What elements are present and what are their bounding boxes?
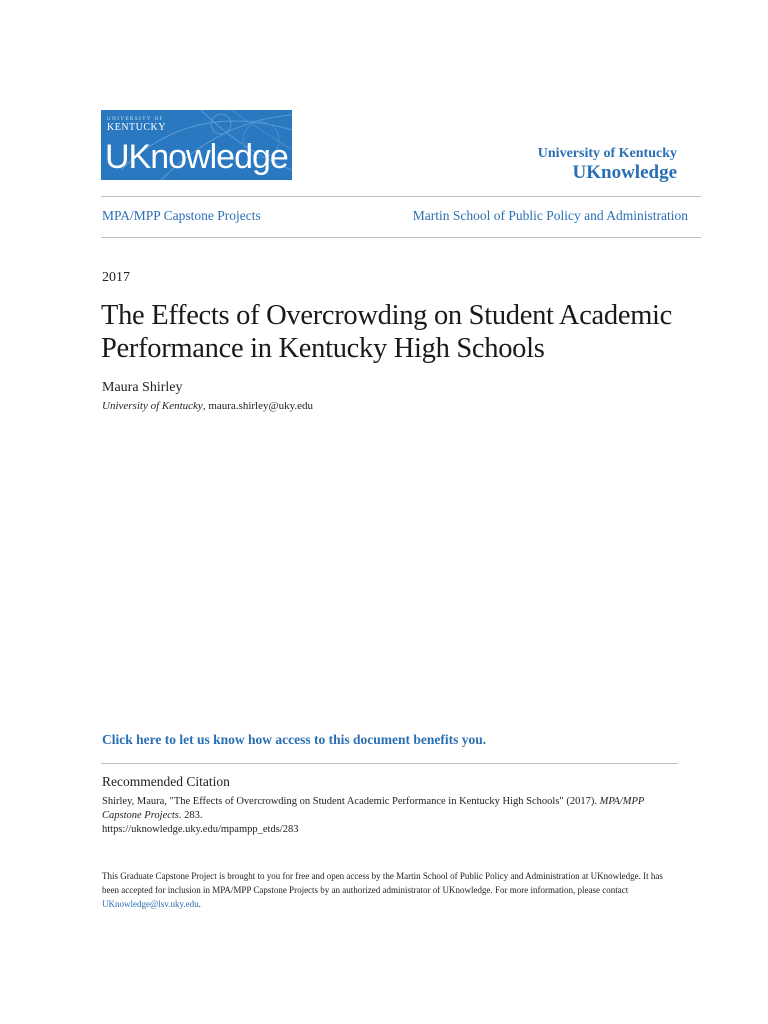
citation-text: [102, 795, 662, 837]
citation-body: Shirley, Maura, "The Effects of Overcrowding on Student Academic Performance in Kentucky High Schools" (2017).: [102, 796, 600, 807]
header-divider: [101, 196, 701, 197]
paper-title: The Effects of Overcrowding on Student Academic Performance in Kentucky High Schools: [101, 300, 673, 364]
citation-series: MPA/MPP Capstone Projects: [102, 796, 645, 821]
logo-wordmark: UKnowledge: [105, 138, 288, 176]
breadcrumb-divider: [101, 237, 701, 238]
citation-divider: [101, 763, 678, 764]
repository-link[interactable]: UKnowledge: [572, 162, 677, 183]
citation-url[interactable]: https://uknowledge.uky.edu/mpampp_etds/283: [102, 824, 299, 835]
logo-university-of: UNIVERSITY OF: [107, 117, 164, 122]
author-affiliation: [102, 400, 313, 412]
citation-number: . 283.: [178, 810, 203, 821]
benefit-feedback-link[interactable]: Click here to let us know how access to this document benefits you.: [102, 732, 487, 747]
uknowledge-logo[interactable]: [101, 110, 292, 180]
citation-heading: Recommended Citation: [102, 774, 230, 789]
school-link[interactable]: Martin School of Public Policy and Administration: [412, 208, 688, 223]
affiliation-name: University of Kentucky: [102, 400, 203, 412]
author-email: , maura.shirley@uky.edu: [202, 400, 314, 412]
notice-text: This Graduate Capstone Project is brought to you for free and open access by the Martin School of Public Policy and Administration at UKnowledge. It has been accepted for inclusion in MPA/MPP Capstone Projects by an authorized administrator of UKnowledge. For more information, please contact: [102, 871, 663, 895]
contact-email-link[interactable]: UKnowledge@lsv.uky.edu: [102, 899, 199, 909]
author-name: Maura Shirley: [102, 380, 183, 395]
institution-link[interactable]: University of Kentucky: [537, 146, 677, 161]
logo-kentucky: KENTUCKY: [107, 122, 166, 133]
publication-year: 2017: [102, 270, 130, 285]
notice-end: .: [198, 899, 201, 909]
collection-link[interactable]: MPA/MPP Capstone Projects: [102, 208, 261, 223]
access-notice: [102, 869, 672, 911]
